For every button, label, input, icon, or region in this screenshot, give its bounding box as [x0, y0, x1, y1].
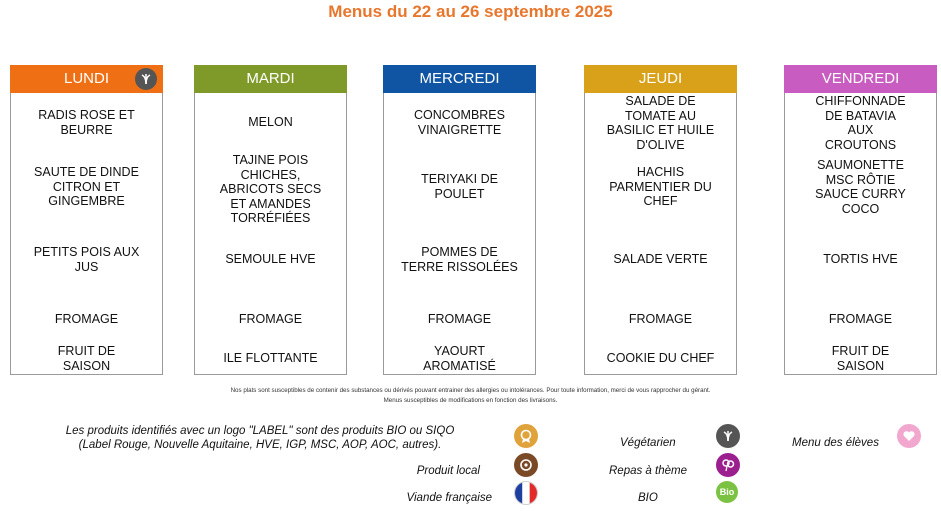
day-name: VENDREDI: [821, 70, 900, 87]
menu-item-dessert: YAOURT AROMATISÉ: [423, 344, 496, 373]
menu-item-dessert: FRUIT DE SAISON: [831, 344, 890, 373]
menu-item-starter: CONCOMBRES VINAIGRETTE: [414, 108, 505, 137]
menu-item-dessert: FRUIT DE SAISON: [57, 344, 116, 373]
day-name: LUNDI: [63, 70, 109, 87]
day-column-lundi: [10, 65, 163, 375]
bio-logo-icon: Bio: [716, 481, 738, 503]
legend-theme-label: Repas à thème: [609, 465, 687, 477]
menu-item-dessert: ILE FLOTTANTE: [223, 351, 318, 365]
menu-item-dessert: COOKIE DU CHEF: [606, 351, 715, 365]
menu-item-main: SAUTE DE DINDE CITRON ET GINGEMBRE: [34, 165, 139, 208]
menu-item-side: SEMOULE HVE: [225, 252, 316, 266]
menu-item-side: PETITS POIS AUX JUS: [33, 245, 140, 274]
menu-item-main: SAUMONETTE MSC RÔTIE SAUCE CURRY COCO: [815, 158, 906, 216]
day-header-vendredi: [784, 65, 937, 93]
menu-item-cheese: FROMAGE: [238, 312, 303, 326]
day-header-mardi: [194, 65, 347, 93]
vegetarian-icon: [135, 68, 157, 90]
legend-label-text: Les produits identifiés avec un logo "LABEL" sont des produits BIO ou SIQO (Label Rouge, Nouvelle Aquitaine, HVE, IGP, MSC, AOP, AOC, autres).: [65, 425, 455, 451]
menu-item-cheese: FROMAGE: [54, 312, 119, 326]
day-header-lundi: [10, 65, 163, 93]
menu-item-cheese: FROMAGE: [828, 312, 893, 326]
menu-item-side: POMMES DE TERRE RISSOLÉES: [401, 245, 518, 274]
menu-item-main: TERIYAKI DE POULET: [421, 172, 498, 201]
vegetarian-icon: [716, 424, 740, 448]
day-column-mercredi: [383, 65, 536, 375]
legend-students-label: Menu des élèves: [792, 437, 879, 449]
day-name: JEUDI: [638, 70, 683, 87]
label-medal-icon: [514, 424, 538, 448]
legend-local-label: Produit local: [416, 465, 480, 477]
allergen-note: Nos plats sont susceptibles de contenir des substances ou dérivés pouvant entrainer des allergies ou intolérances. Pour toute information, merci de vous rapprocher du gérant.: [230, 387, 711, 394]
menu-item-side: TORTIS HVE: [823, 252, 898, 266]
day-name: MERCREDI: [419, 70, 500, 87]
menu-item-starter: MELON: [248, 115, 293, 129]
legend-bio-label: BIO: [638, 492, 658, 504]
day-header-jeudi: [584, 65, 737, 93]
day-column-mardi: [194, 65, 347, 375]
legend-french-meat-label: Viande française: [406, 492, 492, 504]
day-column-jeudi: [584, 65, 737, 375]
french-flag-icon: [514, 481, 538, 505]
day-name: MARDI: [246, 70, 295, 87]
heart-icon: [897, 424, 921, 448]
modification-note: Menus susceptibles de modifications en fonction des livraisons.: [383, 397, 558, 404]
menu-item-cheese: FROMAGE: [427, 312, 492, 326]
local-product-icon: [514, 453, 538, 477]
menu-item-cheese: FROMAGE: [628, 312, 693, 326]
menu-item-main: TAJINE POIS CHICHES, ABRICOTS SECS ET AMANDES TORRÉFIÉES: [219, 153, 322, 225]
day-column-vendredi: [784, 65, 937, 375]
legend-vegetarian-label: Végétarien: [620, 437, 676, 449]
page-title: Menus du 22 au 26 septembre 2025: [328, 2, 613, 21]
menu-item-starter: CHIFFONNADE DE BATAVIA AUX CROUTONS: [815, 94, 906, 152]
menu-item-main: HACHIS PARMENTIER DU CHEF: [609, 165, 712, 208]
menu-item-starter: SALADE DE TOMATE AU BASILIC ET HUILE D'OLIVE: [606, 94, 715, 152]
menu-item-side: SALADE VERTE: [613, 252, 708, 266]
menu-item-starter: RADIS ROSE ET BEURRE: [38, 108, 135, 137]
themed-meal-icon: [716, 453, 740, 477]
day-header-mercredi: [383, 65, 536, 93]
